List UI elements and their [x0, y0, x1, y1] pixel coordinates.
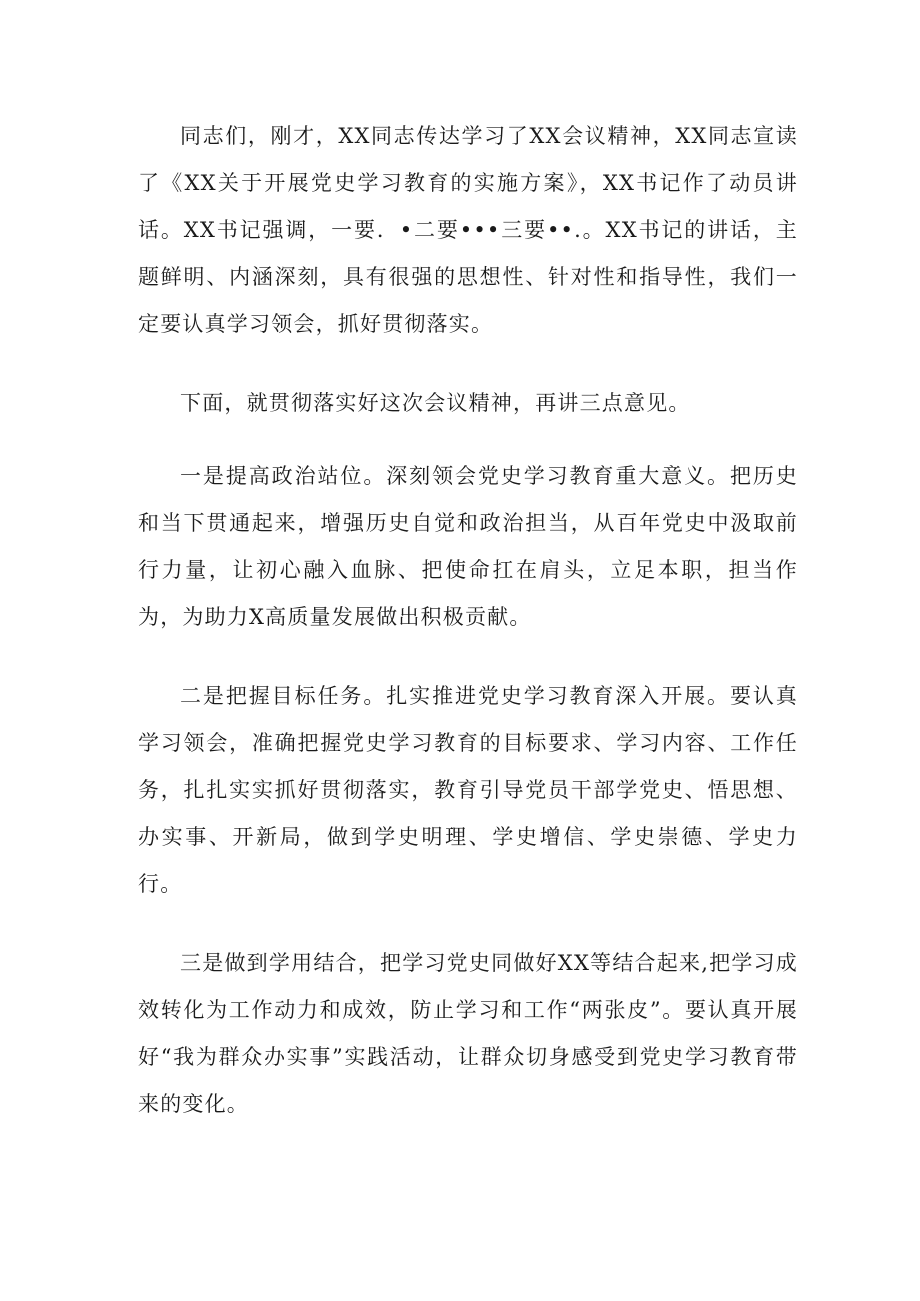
paragraph-point-one: 一是提高政治站位。深刻领会党史学习教育重大意义。把历史和当下贯通起来，增强历史自觉和政治担当，从百年党史中汲取前行力量，让初心融入血脉、把使命扛在肩头，立足本职，担当作为，为助力X高质量发展做出积极贡献。 — [138, 464, 798, 629]
document-body — [138, 113, 798, 1160]
paragraph-transition: 下面，就贯彻落实好这次会议精神，再讲三点意见。 — [180, 391, 691, 415]
paragraph-point-two: 二是把握目标任务。扎实推进党史学习教育深入开展。要认真学习领会，准确把握党史学习教育的目标要求、学习内容、工作任务，扎扎实实抓好贯彻落实，教育引导党员干部学党史、悟思想、办实事、开新局，做到学史明理、学史增信、学史崇德、学史力行。 — [138, 684, 798, 896]
paragraph-point-three: 三是做到学用结合，把学习党史同做好XX等结合起来,把学习成效转化为工作动力和成效，防止学习和工作“两张皮”。要认真开展好“我为群众办实事”实践活动，让群众切身感受到党史学习教育带来的变化。 — [138, 951, 798, 1116]
paragraph-opening: 同志们，刚才，XX同志传达学习了XX会议精神，XX同志宣读了《XX关于开展党史学习教育的实施方案》，XX书记作了动员讲话。XX书记强调，一要．•二要•••三要••.。XX书记的讲话，主题鲜明、内涵深刻，具有很强的思想性、针对性和指导性，我们一定要认真学习领会，抓好贯彻落实。 — [138, 124, 798, 336]
